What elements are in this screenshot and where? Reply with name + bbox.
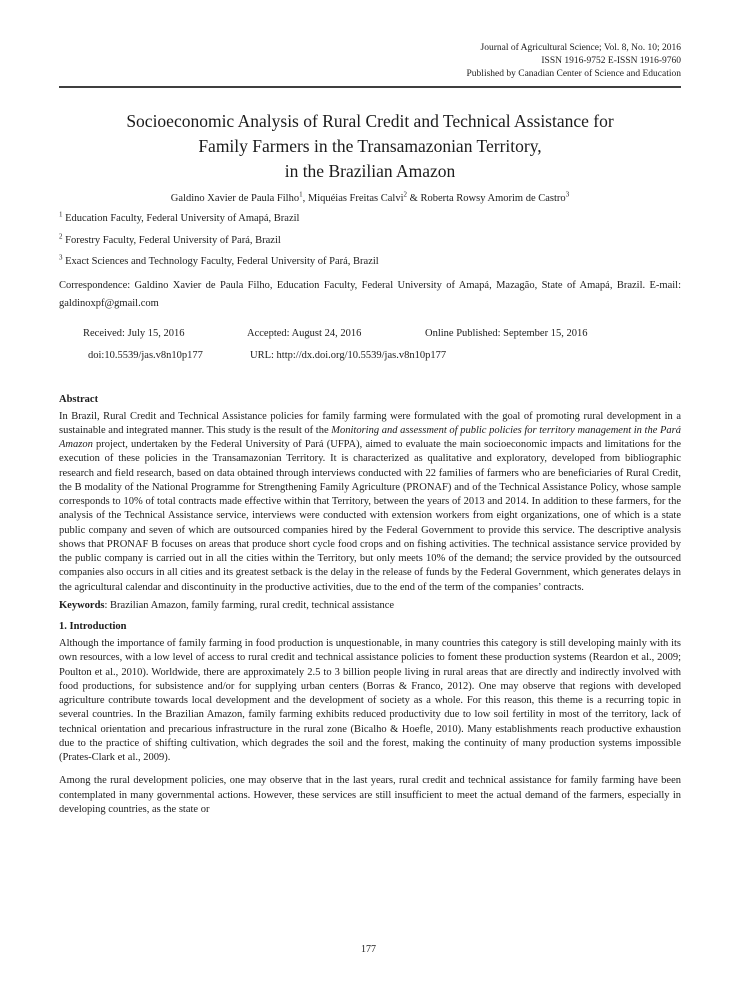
abstract-text-part-2: project, undertaken by the Federal University of Pará (UFPA), aimed to evaluate the main socioeconomic impacts and limitations for the execution of these policies in the Transamazonian Territory. It is characterized as qualitative and exploratory, developed from bibliographic research and field research, based on data obtained through interviews conducted with 22 families of farmers who are beneficiaries of Rural Credit, the B modality of the National Programme for Strengthening Family Agriculture (PRONAF) and of the Technical Assistance Policy, whose sample corresponds to 10% of total contracts made effective within that Territory, between the years of 2013 and 2014. In addition to these farmers, for the analysis of the Technical Assistance service, interviews were conducted with extension workers from eight organizations, one of which is a state public company and seven of which are outsourced companies hired by the Federal Government to provide this service. The descriptive analysis shows that PRONAF B focuses on areas that produce short cycle food crops and on fishing activities. The technical assistance service provided by the public company is carried out in all the cities within the Territory, but only meets 10% of the demand; the service provided by the outsourced companies also occurs in all cities and its greatest setback is the delay in the release of funds by the Federal Government, which generates delays in the agricultural calendar and discontinuity in the productive activities, due to the end of the term of the companies’ contracts.: [59, 439, 681, 593]
introduction-heading: 1. Introduction: [59, 621, 127, 632]
affiliation-3-marker: 3: [59, 253, 63, 262]
received-date: Received: July 15, 2016: [83, 327, 185, 339]
publication-dates-row: [59, 327, 681, 341]
author-affil-ref-3: 3: [565, 190, 570, 199]
keywords-label: Keywords: [59, 599, 105, 611]
abstract-text-part-1: In Brazil, Rural Credit and Technical Assistance policies for family farming were formulated with the goal of promoting rural development in a sustainable and integrated manner. This study is the result of the: [59, 410, 681, 436]
author-separator-2: &: [407, 193, 421, 204]
affiliation-2-text: Forestry Faculty, Federal University of Pará, Brazil: [65, 234, 281, 246]
affiliation-3-text: Exact Sciences and Technology Faculty, Federal University of Pará, Brazil: [65, 256, 379, 267]
journal-issn-line: ISSN 1916-9752 E-ISSN 1916-9760: [541, 56, 681, 66]
keywords-line: [59, 599, 681, 613]
affiliation-1: [59, 212, 681, 226]
affiliation-1-marker: 1: [59, 210, 63, 219]
journal-header: [59, 42, 681, 81]
abstract-paragraph: [59, 410, 681, 595]
authors-line: [59, 192, 681, 206]
correspondence-note: Correspondence: Galdino Xavier de Paula Filho, Education Faculty, Federal University of Amapá, Mazagão, State of Amapá, Brazil. E-mail: galdinoxpf@gmail.com: [59, 279, 681, 309]
page-content: [59, 0, 681, 817]
introduction-paragraph-2: Among the rural development policies, one may observe that in the last years, rural credit and technical assistance for family farming have been contemplated in many governmental actions. However, these services are still insufficient to meet the actual demand of the farmers, especially in developing countries, as the state or: [59, 775, 681, 815]
paper-title-line-1: Socioeconomic Analysis of Rural Credit and Technical Assistance for: [126, 111, 614, 131]
affiliation-2-marker: 2: [59, 232, 63, 240]
author-affil-ref-1: 1: [299, 190, 303, 199]
author-name-2: Miquéias Freitas Calvi: [307, 193, 404, 204]
affiliation-1-text: Education Faculty, Federal University of Amapá, Brazil: [65, 213, 300, 224]
author-affil-ref-2: 2: [403, 190, 408, 199]
affiliation-2: [59, 234, 681, 248]
accepted-date: Accepted: August 24, 2016: [247, 327, 362, 339]
introduction-paragraph-1: Although the importance of family farming in food production is unquestionable, in many countries this category is still developing mainly with its own resources, with a low level of access to rural credit and technical assistance policies to foment these production systems (Reardon et al., 2009; Poulton et al., 2010). Worldwide, there are approximately 2.5 to 3 billion people living in rural areas that are directly and indirectly involved with food productions, for subsistence and/or for supplying urban centers (Borras & Franco, 2012). One may observe that regions with developed agriculture contribute towards local development and the development of society as a whole. For this reason, this theme is a recurring topic in several countries. In the Brazilian Amazon, family farming exhibits reduced productivity due to low soil fertility in most of the territory, lack of technical orientation and precarious infrastructure in the rural zone (Bicalho & Hoefle, 2010). Many establishments reach productive exhaustion due to the practice of shifting cultivation, which degrades the soil and the forest, making the continuity of many production systems impossible (Prates-Clark et al., 2009).: [59, 638, 681, 763]
header-rule: [59, 86, 681, 88]
page-number: 177: [361, 944, 376, 955]
keywords-text: : Brazilian Amazon, family farming, rural credit, technical assistance: [104, 599, 395, 611]
journal-publisher-line: Published by Canadian Center of Science and Education: [466, 69, 681, 79]
abstract-heading: Abstract: [59, 393, 99, 405]
doi-row: [59, 349, 681, 363]
author-separator-1: ,: [302, 193, 308, 204]
author-name-1: Galdino Xavier de Paula Filho: [170, 193, 300, 204]
journal-name-line: Journal of Agricultural Science; Vol. 8, No. 10; 2016: [480, 43, 681, 53]
author-name-3: Roberta Rowsy Amorim de Castro: [420, 193, 566, 204]
paper-title-line-3: in the Brazilian Amazon: [284, 161, 456, 181]
doi-url: URL: http://dx.doi.org/10.5539/jas.v8n10p177: [250, 349, 447, 361]
doi-text: doi:10.5539/jas.v8n10p177: [88, 349, 203, 361]
paper-title: [59, 109, 681, 184]
online-published-date: Online Published: September 15, 2016: [425, 327, 588, 339]
paper-title-line-2: Family Farmers in the Transamazonian Territory,: [198, 136, 542, 156]
abstract-project-title-italic: Monitoring and assessment of public policies for territory management in the Pará Amazon: [59, 424, 681, 450]
affiliation-3: [59, 255, 681, 269]
